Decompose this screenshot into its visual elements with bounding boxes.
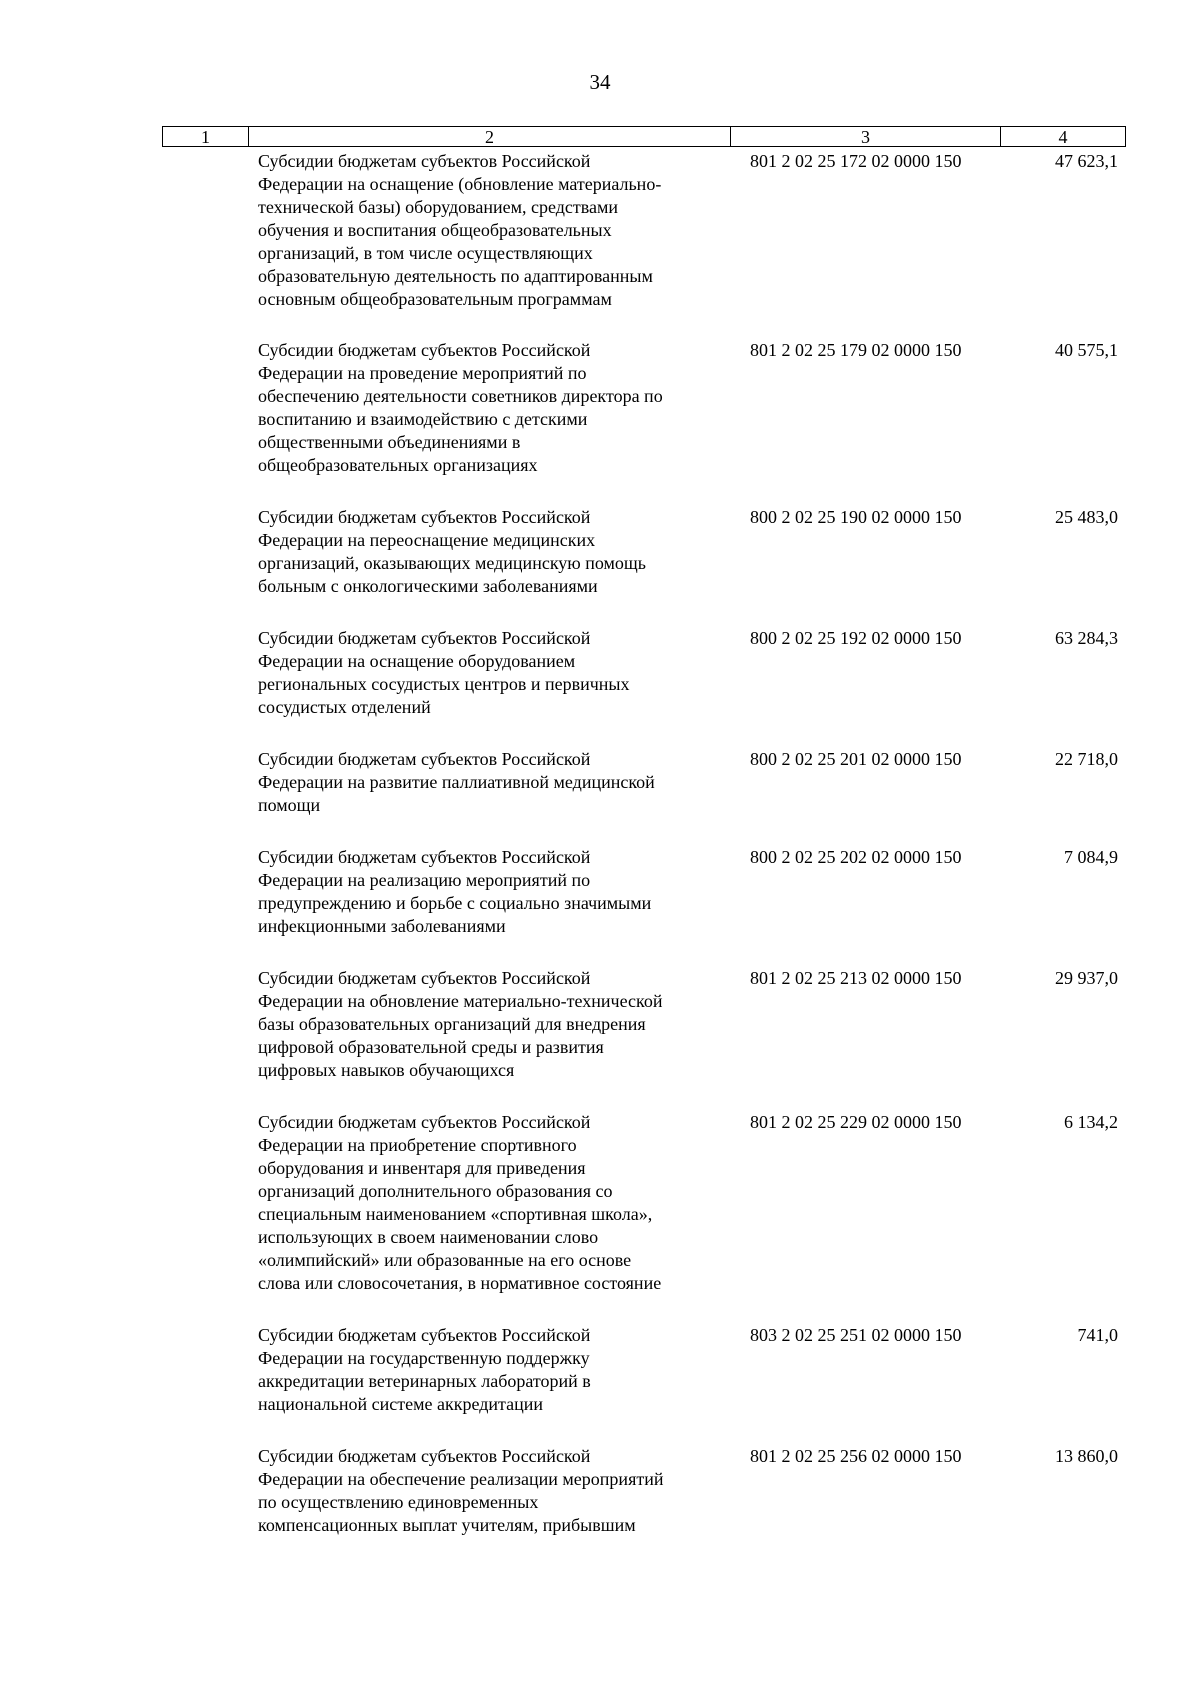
table-header (162, 126, 1126, 147)
row-code: 803 2 02 25 251 02 0000 150 (750, 1325, 962, 1345)
row-code: 801 2 02 25 229 02 0000 150 (750, 1112, 962, 1132)
page-number: 34 (589, 70, 611, 94)
row-amount: 47 623,1 (1055, 151, 1118, 171)
row-amount: 7 084,9 (1064, 847, 1118, 867)
row-amount: 22 718,0 (1055, 749, 1118, 769)
row-code: 801 2 02 25 179 02 0000 150 (750, 340, 962, 360)
row-description: Субсидии бюджетам субъектов Российской Федерации на обеспечение реализации мероприятий по осуществлению единовременных компенсационных выплат учителям, прибывшим (258, 1446, 664, 1535)
row-code: 801 2 02 25 172 02 0000 150 (750, 151, 962, 171)
row-code: 800 2 02 25 190 02 0000 150 (750, 507, 962, 527)
row-code: 801 2 02 25 213 02 0000 150 (750, 968, 962, 988)
header-cell-1: 1 (163, 127, 249, 146)
row-amount: 6 134,2 (1064, 1112, 1118, 1132)
header-cell-2: 2 (249, 127, 731, 146)
row-amount: 741,0 (1077, 1325, 1118, 1345)
row-amount: 25 483,0 (1055, 507, 1118, 527)
row-description: Субсидии бюджетам субъектов Российской Федерации на обновление материально-технической базы образовательных организаций для внедрения цифровой образовательной среды и развития цифровых навыков обучающихся (258, 968, 663, 1080)
row-amount: 29 937,0 (1055, 968, 1118, 988)
row-amount: 63 284,3 (1055, 628, 1118, 648)
row-amount: 40 575,1 (1055, 340, 1118, 360)
row-code: 800 2 02 25 202 02 0000 150 (750, 847, 962, 867)
row-description: Субсидии бюджетам субъектов Российской Федерации на переоснащение медицинских организаций, оказывающих медицинскую помощь больным с онкологическими заболеваниями (258, 507, 647, 596)
row-description: Субсидии бюджетам субъектов Российской Федерации на государственную поддержку аккредитации ветеринарных лабораторий в национальной системе аккредитации (258, 1325, 591, 1414)
header-cell-4: 4 (1058, 127, 1068, 147)
row-description: Субсидии бюджетам субъектов Российской Федерации на развитие паллиативной медицинской помощи (258, 749, 655, 815)
row-description: Субсидии бюджетам субъектов Российской Федерации на оснащение (обновление материально- технической базы) оборудованием, средствами обучения и воспитания общеобразовательных организаций, в том числе осуществляющих образовательную деятельность по адаптированным основным общеобразовательным программам (258, 151, 662, 309)
header-cell-3: 3 (731, 127, 1001, 146)
row-code: 800 2 02 25 192 02 0000 150 (750, 628, 962, 648)
row-code: 801 2 02 25 256 02 0000 150 (750, 1446, 962, 1466)
row-description: Субсидии бюджетам субъектов Российской Федерации на реализацию мероприятий по предупреждению и борьбе с социально значимыми инфекционными заболеваниями (258, 847, 652, 936)
row-description: Субсидии бюджетам субъектов Российской Федерации на оснащение оборудованием региональных сосудистых центров и первичных сосудистых отделений (258, 628, 630, 717)
row-description: Субсидии бюджетам субъектов Российской Федерации на проведение мероприятий по обеспечению деятельности советников директора по воспитанию и взаимодействию с детскими общественными объединениями в общеобразовательных организациях (258, 340, 663, 475)
row-code: 800 2 02 25 201 02 0000 150 (750, 749, 962, 769)
row-description: Субсидии бюджетам субъектов Российской Федерации на приобретение спортивного оборудования и инвентаря для приведения организаций дополнительного образования со специальным наименованием «спортивная школа», использующих в своем наименовании слово «олимпийский» или образованные на его основе слова или словосочетания, в нормативное состояние (258, 1112, 662, 1293)
row-amount: 13 860,0 (1055, 1446, 1118, 1466)
